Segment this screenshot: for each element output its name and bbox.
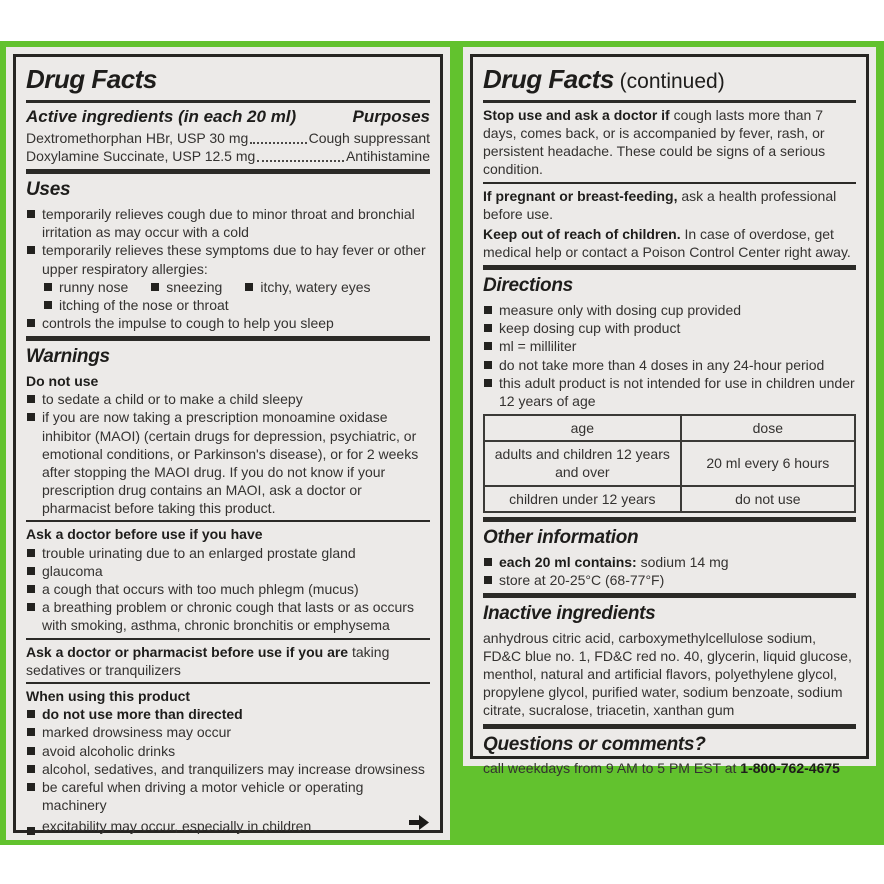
drug-facts-panel-left: [6, 47, 450, 840]
ingredient-purpose: Antihistamine: [345, 148, 430, 165]
list-item: [26, 408, 430, 517]
list-item: [43, 278, 128, 296]
phone-number: 1-800-762-4675: [740, 760, 840, 777]
other-information-section: [483, 526, 856, 589]
list-item: [26, 742, 430, 760]
age-cell: adults and children 12 years and over: [484, 441, 681, 485]
bullet-icon: [484, 379, 492, 387]
keep-out-heading: Keep out of reach of children.: [483, 225, 681, 242]
bullet-icon: [484, 576, 492, 584]
questions-heading: Questions or comments?: [483, 733, 706, 755]
stop-use-section: [483, 106, 856, 179]
pregnant-section: [483, 187, 856, 223]
list-item: [483, 301, 856, 319]
ingredient-purpose: Cough suppressant: [308, 129, 430, 146]
warnings-heading: Warnings: [26, 346, 110, 368]
drug-facts-panel-left-inner: [13, 54, 443, 833]
other-information-heading: Other information: [483, 526, 639, 548]
list-item: [26, 598, 430, 634]
list-item: [26, 544, 430, 562]
drug-facts-continued-title: [483, 63, 856, 97]
list-item-text: sneezing: [166, 278, 223, 295]
list-item: [43, 296, 430, 314]
drug-facts-title-text: Drug Facts: [483, 64, 614, 94]
bullet-icon: [44, 283, 52, 291]
list-item: [26, 205, 430, 241]
bullet-icon: [44, 301, 52, 309]
divider: [483, 724, 856, 729]
bullet-icon: [27, 567, 35, 575]
contains-heading: each 20 ml contains:: [499, 553, 637, 570]
bullet-icon: [27, 413, 35, 421]
list-item-text: keep dosing cup with product: [499, 320, 681, 337]
list-item: [26, 390, 430, 408]
questions-section: [483, 733, 856, 778]
bullet-icon: [484, 558, 492, 566]
list-item-text: if you are now taking a prescription monoamine oxidase inhibitor (MAOI) (certain drugs for depression, psychiatric, or emotional conditions, or Parkinson's disease), or for 2 weeks after stopping the MAOI drug. If you do not know if your prescription drug contains an MAOI, ask a doctor or pharmacist before taking this product.: [42, 409, 419, 517]
list-item: [26, 705, 430, 723]
bullet-icon: [27, 549, 35, 557]
do-not-use-heading: Do not use: [26, 372, 99, 389]
list-item-text: itchy, watery eyes: [260, 278, 371, 295]
list-item-text: store at 20-25°C (68-77°F): [499, 571, 665, 588]
divider: [26, 638, 430, 640]
inactive-ingredients-section: [483, 602, 856, 720]
divider: [483, 593, 856, 598]
bullet-icon: [27, 783, 35, 791]
divider: [26, 169, 430, 174]
list-item-text: measure only with dosing cup provided: [499, 301, 742, 318]
divider: [483, 100, 856, 103]
ingredient-name: Dextromethorphan HBr, USP 30 mg: [26, 129, 249, 146]
bullet-icon: [484, 342, 492, 350]
divider: [26, 520, 430, 522]
list-item-text: do not use more than directed: [42, 706, 243, 723]
bullet-icon: [484, 306, 492, 314]
when-using-heading: When using this product: [26, 687, 191, 704]
divider: [483, 517, 856, 522]
list-item-text: itching of the nose or throat: [59, 296, 229, 313]
list-item: [483, 319, 856, 337]
list-item: [483, 553, 856, 571]
active-ingredients-heading: Active ingredients (in each 20 ml): [26, 106, 297, 126]
list-item: [26, 580, 430, 598]
call-text: call weekdays from 9 AM to 5 PM EST at: [483, 760, 741, 777]
list-item: [26, 723, 430, 741]
list-item: [244, 278, 370, 296]
bullet-icon: [27, 765, 35, 773]
table-row: [484, 486, 855, 512]
keep-out-text: In case of overdose, get medical help or contact a Poison Control Center right away.: [483, 225, 851, 261]
drug-facts-panel-right: [463, 47, 876, 777]
list-item-text: excitability may occur, especially in children: [42, 818, 312, 835]
list-item-text: controls the impulse to cough to help you sleep: [42, 315, 334, 332]
list-item: [483, 356, 856, 374]
pregnant-text: ask a health professional before use.: [483, 187, 837, 222]
uses-section: [26, 178, 430, 332]
list-item: [26, 314, 430, 332]
list-item: [26, 778, 430, 814]
bullet-icon: [27, 319, 35, 327]
dot-leader: [257, 160, 344, 162]
divider: [26, 100, 430, 103]
bullet-icon: [27, 747, 35, 755]
age-cell: children under 12 years: [484, 486, 681, 512]
ingredient-name: Doxylamine Succinate, USP 12.5 mg: [26, 148, 256, 165]
list-item-text: runny nose: [59, 278, 129, 295]
drug-facts-title: Drug Facts: [26, 64, 157, 94]
bullet-icon: [245, 283, 253, 291]
ask-pharmacist-section: [26, 643, 430, 679]
list-item-text: ml = milliliter: [499, 338, 577, 355]
list-item-text: alcohol, sedatives, and tranquilizers may increase drowsiness: [42, 760, 425, 777]
sub-list-row: [43, 278, 430, 296]
bullet-icon: [484, 361, 492, 369]
dosing-table-header-row: [484, 415, 855, 441]
ingredient-row: [26, 147, 430, 165]
ask-pharmacist-heading: Ask a doctor or pharmacist before use if you are: [26, 643, 349, 660]
stop-use-text: cough lasts more than 7 days, comes back, or is accompanied by fever, rash, or persistent headache. These could be signs of a serious condition.: [483, 106, 826, 178]
bullet-icon: [27, 210, 35, 218]
bullet-icon: [27, 710, 35, 718]
when-using-section: [26, 687, 430, 836]
list-item-text: a breathing problem or chronic cough that lasts or as occurs with smoking, asthma, chronic bronchitis or emphysema: [42, 599, 414, 634]
list-item: [483, 337, 856, 355]
ask-doctor-section: [26, 525, 430, 634]
directions-heading: Directions: [483, 275, 573, 297]
divider: [26, 682, 430, 684]
directions-section: [483, 274, 856, 513]
questions-text: [483, 759, 856, 777]
list-item-text: do not take more than 4 doses in any 24-hour period: [499, 356, 825, 373]
table-row: [484, 441, 855, 485]
list-item: [26, 760, 430, 778]
ask-pharmacist-text: taking sedatives or tranquilizers: [26, 643, 390, 678]
list-item: [26, 241, 430, 277]
purposes-heading: Purposes: [352, 106, 430, 126]
list-item: [150, 278, 222, 296]
list-item-text: avoid alcoholic drinks: [42, 742, 176, 759]
dose-cell: do not use: [681, 486, 855, 512]
divider: [26, 336, 430, 341]
stop-use-heading: Stop use and ask a doctor if: [483, 106, 670, 123]
list-item-text: be careful when driving a motor vehicle or operating machinery: [42, 778, 364, 814]
divider: [483, 182, 856, 184]
list-item: [26, 814, 430, 835]
bullet-icon: [27, 827, 35, 835]
bullet-icon: [151, 283, 159, 291]
bullet-icon: [27, 585, 35, 593]
list-item-text: trouble urinating due to an enlarged prostate gland: [42, 544, 356, 561]
list-item-text: temporarily relieves these symptoms due to hay fever or other upper respiratory allergies:: [42, 242, 426, 277]
drug-facts-panel-right-inner: [470, 54, 869, 777]
warnings-section: [26, 345, 430, 517]
continued-suffix: (continued): [613, 70, 725, 93]
list-item-text: glaucoma: [42, 562, 103, 579]
continued-arrow-icon: [408, 814, 430, 835]
list-item-text: a cough that occurs with too much phlegm (mucus): [42, 581, 359, 598]
ingredient-row: [26, 129, 430, 147]
divider: [483, 265, 856, 270]
bullet-icon: [27, 728, 35, 736]
uses-heading: Uses: [26, 179, 71, 201]
list-item-text: this adult product is not intended for use in children under 12 years of age: [499, 374, 855, 409]
list-item: [26, 562, 430, 580]
list-item-text: to sedate a child or to make a child sleepy: [42, 391, 303, 408]
dosing-table: [483, 414, 856, 513]
list-item-text: [499, 553, 856, 571]
pregnant-heading: If pregnant or breast-feeding,: [483, 187, 678, 204]
active-ingredients-header-row: [26, 106, 430, 128]
keep-out-section: [483, 225, 856, 261]
dose-cell: 20 ml every 6 hours: [681, 441, 855, 485]
inactive-ingredients-text: anhydrous citric acid, carboxymethylcellulose sodium, FD&C blue no. 1, FD&C red no. 40, glycerin, liquid glucose, menthol, natural and artificial flavors, polyethylene glycol, propylene glycol, purified water, sodium benzoate, sodium citrate, sucralose, triacetin, xanthan gum: [483, 629, 852, 719]
bullet-icon: [484, 324, 492, 332]
ask-doctor-heading: Ask a doctor before use if you have: [26, 526, 263, 543]
dot-leader: [250, 142, 306, 144]
list-item: [483, 571, 856, 589]
list-item-text: temporarily relieves cough due to minor throat and bronchial irritation as may occur with a cold: [42, 205, 415, 241]
age-column-header: age: [484, 415, 681, 441]
bullet-icon: [27, 395, 35, 403]
contains-value: sodium 14 mg: [636, 553, 729, 570]
bullet-icon: [27, 246, 35, 254]
bullet-icon: [27, 603, 35, 611]
dose-column-header: dose: [681, 415, 855, 441]
list-item-text: marked drowsiness may occur: [42, 724, 232, 741]
inactive-ingredients-heading: Inactive ingredients: [483, 602, 656, 624]
list-item: [483, 374, 856, 410]
